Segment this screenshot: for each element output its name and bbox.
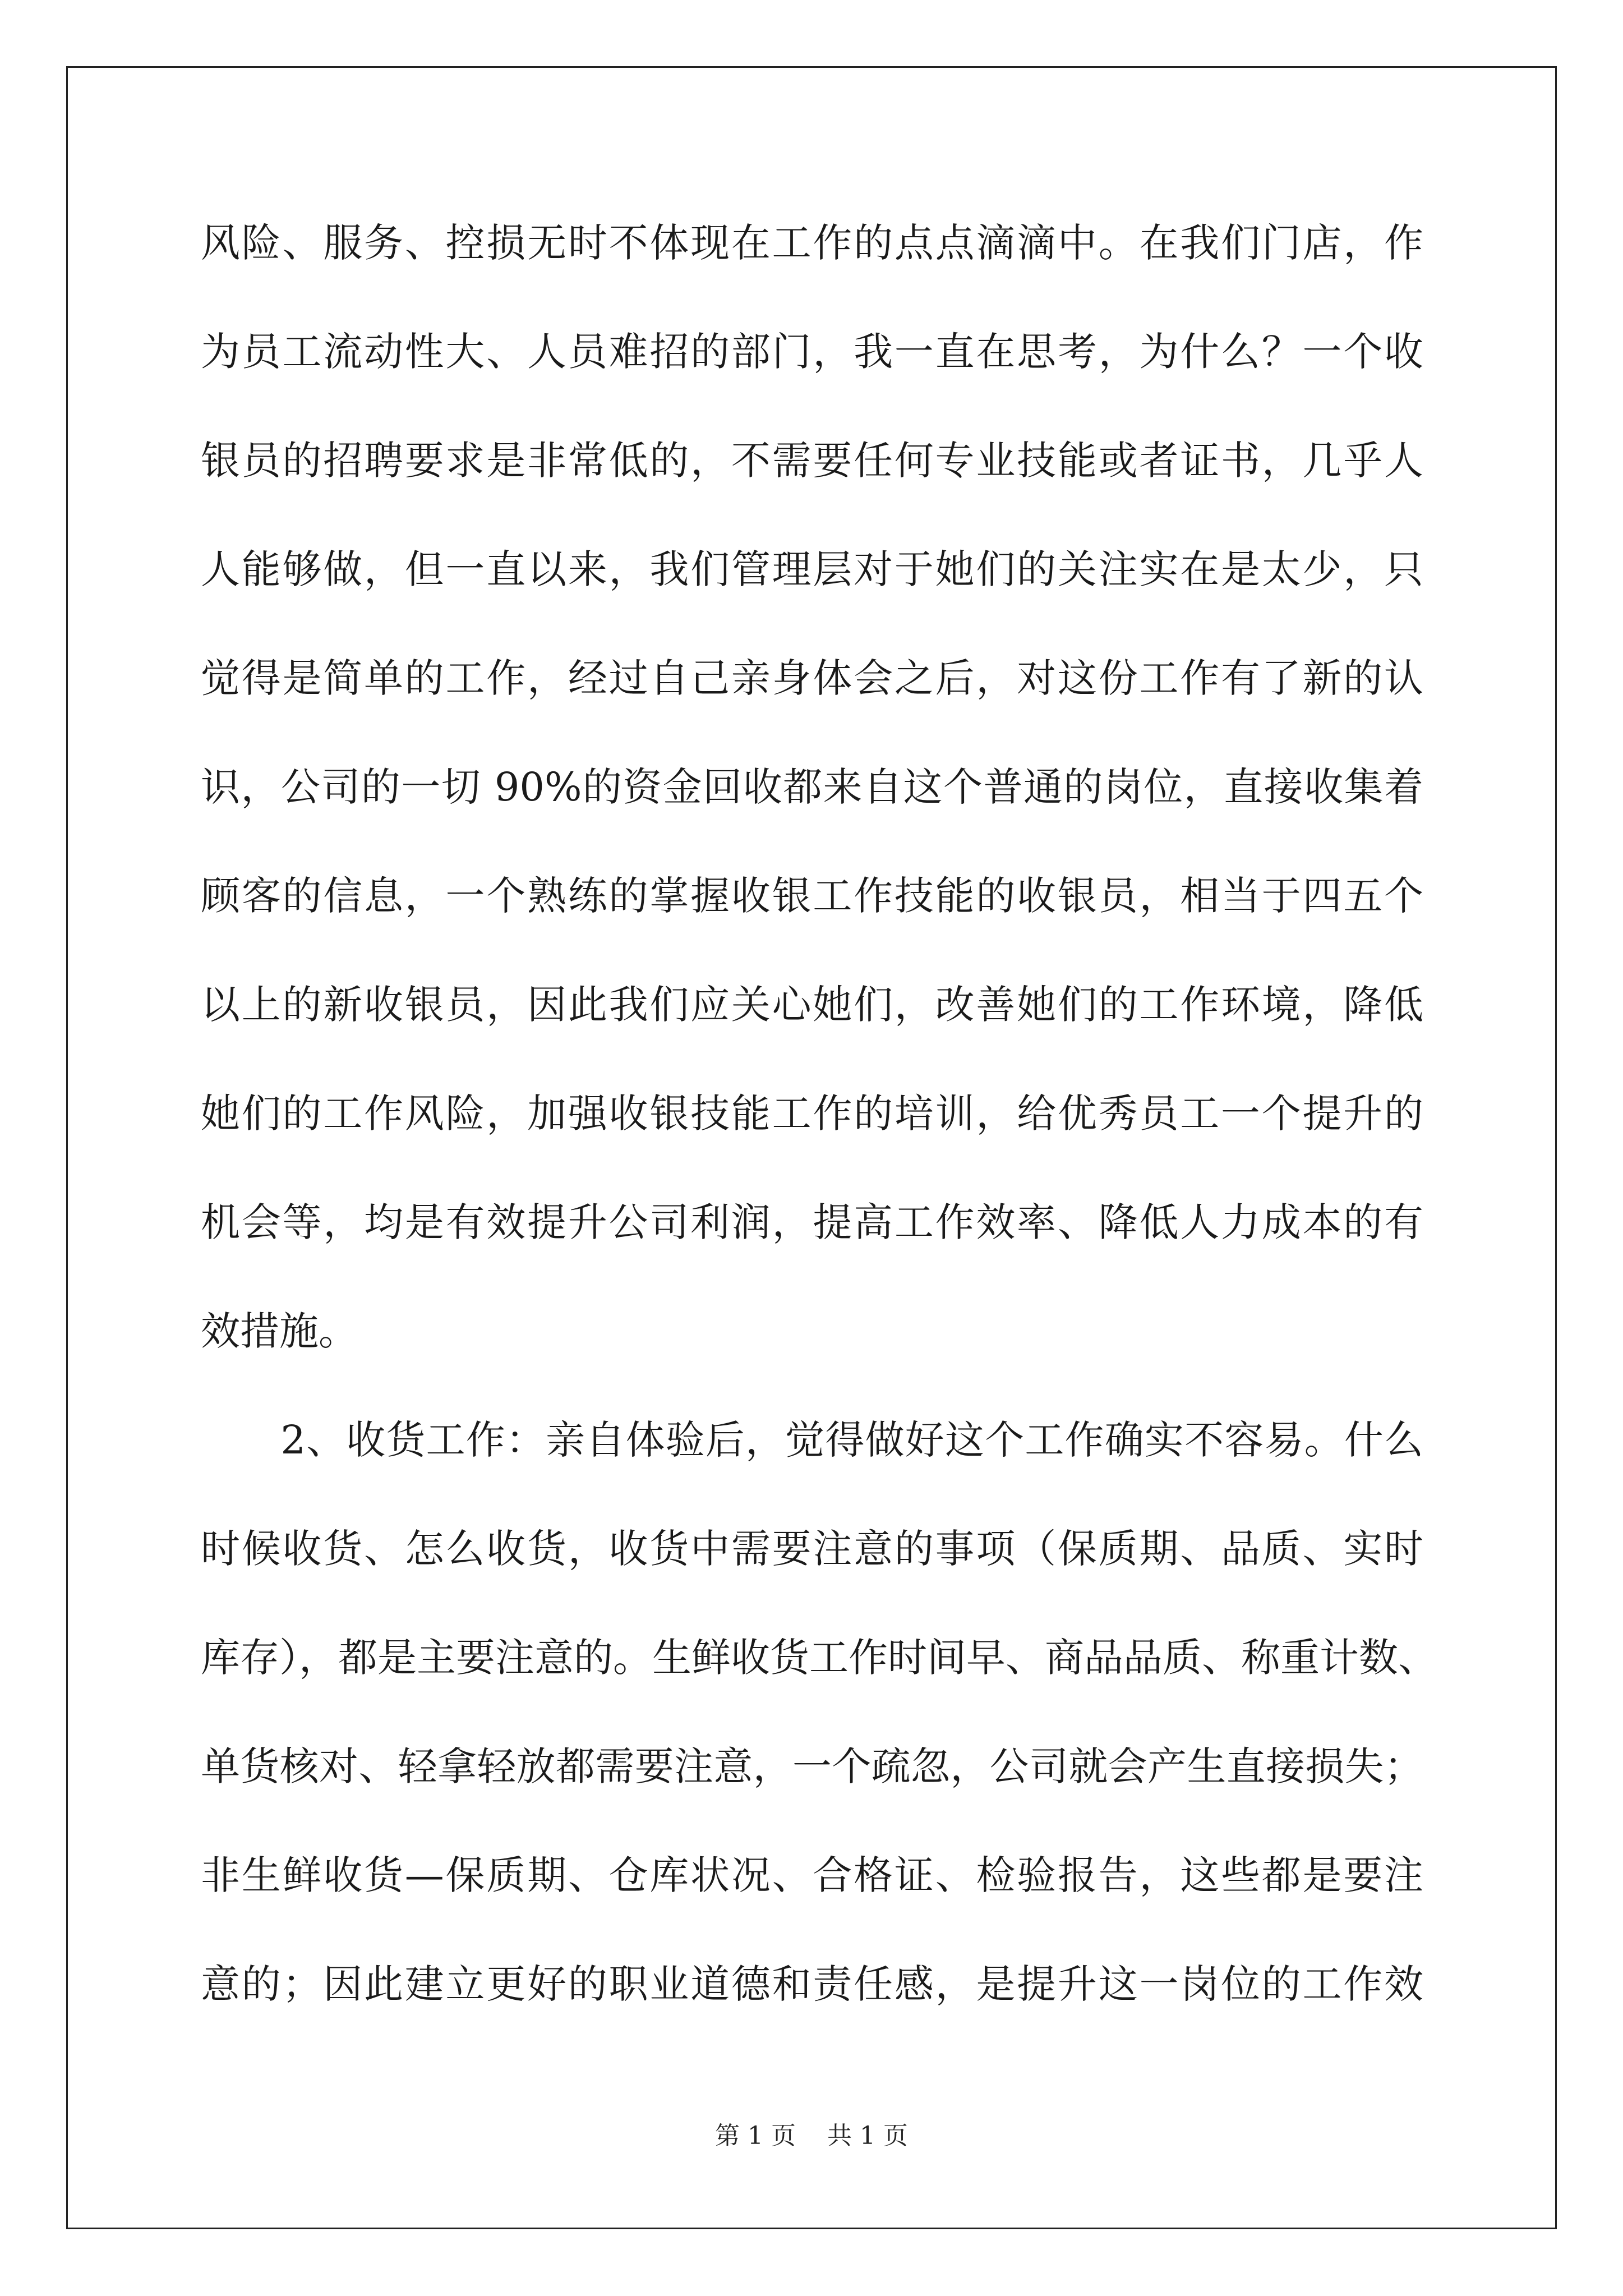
paragraph-2-line-5: 非生鲜收货—保质期、仓库状况、合格证、检验报告，这些都是要注 bbox=[201, 1852, 1423, 1898]
paragraph-2-line-3: 库存），都是主要注意的。生鲜收货工作时间早、商品品质、称重计数、 bbox=[201, 1635, 1437, 1681]
paragraph-1-line-7: 顾客的信息，一个熟练的掌握收银工作技能的收银员，相当于四五个 bbox=[201, 873, 1423, 919]
paragraph-1-line-6: 识，公司的一切 90%的资金回收都来自这个普通的岗位，直接收集着 bbox=[201, 764, 1423, 810]
paragraph-1-line-8: 以上的新收银员，因此我们应关心她们，改善她们的工作环境，降低 bbox=[201, 982, 1423, 1028]
document-body bbox=[201, 215, 1437, 2065]
paragraph-2-line-4: 单货核对、轻拿轻放都需要注意，一个疏忽，公司就会产生直接损失； bbox=[201, 1743, 1423, 1789]
paragraph-2-line-1: 2、收货工作：亲自体验后，觉得做好这个工作确实不容易。什么 bbox=[201, 1417, 1423, 1463]
paragraph-1-line-1: 风险、服务、控损无时不体现在工作的点点滴滴中。在我们门店，作 bbox=[201, 220, 1423, 266]
paragraph-1-line-3: 银员的招聘要求是非常低的，不需要任何专业技能或者证书，几乎人 bbox=[201, 438, 1423, 484]
paragraph-1-line-5: 觉得是简单的工作，经过自己亲身体会之后，对这份工作有了新的认 bbox=[201, 655, 1423, 701]
page-number-footer: 第 1 页 共 1 页 bbox=[715, 2122, 908, 2150]
paragraph-1-line-10: 机会等，均是有效提升公司利润，提高工作效率、降低人力成本的有 bbox=[201, 1199, 1423, 1245]
paragraph-2-line-6: 意的；因此建立更好的职业道德和责任感，是提升这一岗位的工作效 bbox=[201, 1961, 1423, 2007]
paragraph-2-line-2: 时候收货、怎么收货，收货中需要注意的事项（保质期、品质、实时 bbox=[201, 1526, 1423, 1572]
paragraph-1-line-11: 效措施。 bbox=[201, 1308, 358, 1354]
paragraph-1-line-9: 她们的工作风险，加强收银技能工作的培训，给优秀员工一个提升的 bbox=[201, 1091, 1423, 1137]
paragraph-1-line-4: 人能够做，但一直以来，我们管理层对于她们的关注实在是太少，只 bbox=[201, 546, 1423, 592]
paragraph-1-line-2: 为员工流动性大、人员难招的部门，我一直在思考，为什么？一个收 bbox=[201, 329, 1423, 375]
